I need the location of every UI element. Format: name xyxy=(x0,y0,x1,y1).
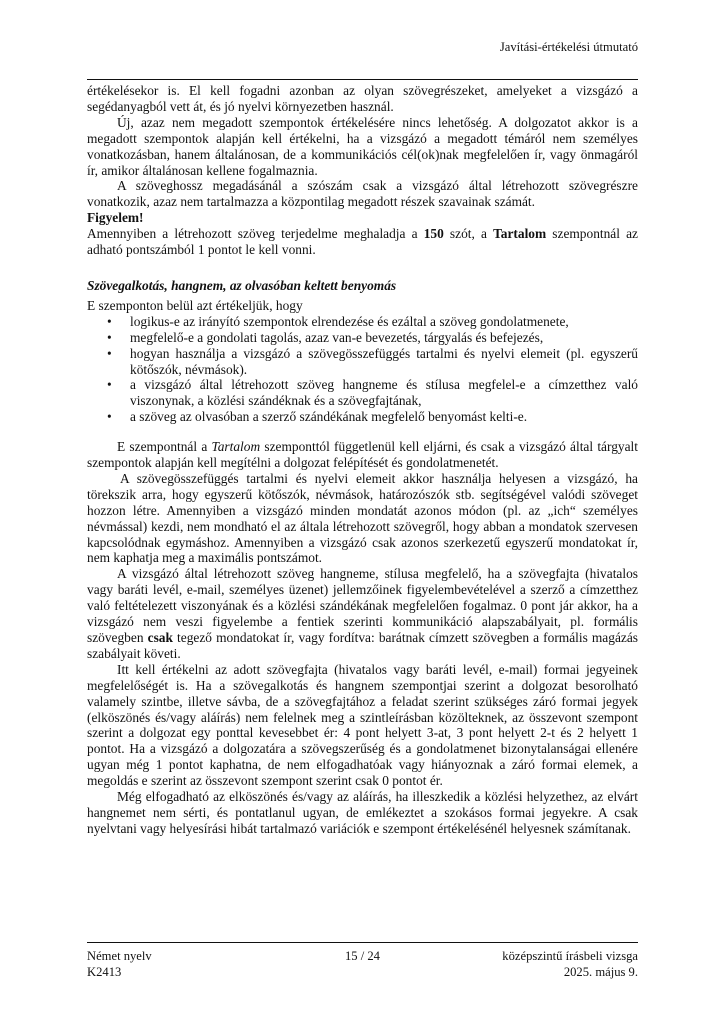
criterion-name: Tartalom xyxy=(211,439,261,455)
list-item: • hogyan használja a vizsgázó a szövegösszefüggés tartalmi és nyelvi elemeit (pl. egyszerű kötőszók, névmások). xyxy=(107,345,638,377)
bullet-icon: • xyxy=(107,313,112,329)
attention-heading: Figyelem! xyxy=(87,210,144,226)
bullet-icon: • xyxy=(107,329,112,345)
page-number: 15 / 24 xyxy=(345,949,380,963)
section-title: Szövegalkotás, hangnem, az olvasóban keltett benyomás xyxy=(87,277,397,293)
footer-exam-level: középszintű írásbeli vizsga xyxy=(502,949,638,963)
paragraph: Új, azaz nem megadott szempontok értékelésére nincs lehetőség. A dolgozatot akkor is a megadott szempontok alapján kell értékelni, ha a vizsgázó a megadott témáról nem személyes vonatkozásban, hanem általánosan, de a kommunikációs cél(ok)nak megfelelően ír, vagy önmagáról ír, amikor általánosan kellene fogalmaznia. xyxy=(87,114,638,178)
criterion-name: Tartalom xyxy=(493,226,547,242)
header-divider xyxy=(87,79,638,80)
page-content xyxy=(87,83,638,837)
word-limit: 150 xyxy=(423,226,444,242)
footer-subject: Német nyelv xyxy=(87,949,152,963)
paragraph: A vizsgázó által létrehozott szöveg hangneme, stílusa megfelelő, ha a szövegfajta (hivatalos vagy baráti levél, e-mail, személyes üzenet) jellemzőinek figyelembevételével a szerző a címzetthez való feltételezett viszonyának és a közlési szándékának megfelelően fogalmaz. 0 pont jár akkor, ha a vizsgázó nem veszi figyelembe a fentiek szerinti kommunikáció alapszabályait, pl. formális szövegben csak tegező mondatokat ír, vagy fordítva: barátnak címzett szövegben a formális magázás szabályait követi. xyxy=(87,566,638,661)
paragraph: Itt kell értékelni az adott szövegfajta (hivatalos vagy baráti levél, e-mail) formai jegyeinek megfelelőségét is. Ha a szövegalkotás és hangnem szempontjai szerint a dolgozat besorolható valamely szintbe, illetve sávba, de a szövegfajtához a feladat szerint szükséges záró formai jegyek (elköszönés és/vagy aláírás) nem felelnek meg a szintleírásban közölteknek, az összevont szempont szerint a dolgozat egy ponttal kevesebbet ér: 4 pont helyett 3-at, 3 pont helyett 2-t és 2 helyett 1 pontot. Ha a vizsgázó a dolgozatára a szövegszerűség és a gondolatmenet bizonytalanságai ellenére ugyan még 1 pontot kaphatna, de nem elfogadhatóak vagy hiányoznak a záró formai elemek, a megoldás e szerint az összevont szempont szerint csak 0 pontot ér. xyxy=(87,661,638,789)
paragraph: Amennyiben a létrehozott szöveg terjedelme meghaladja a 150 szót, a Tartalom szempontnál az adható pontszámból 1 pontot le kell vonni. xyxy=(87,226,639,258)
paragraph: értékelésekor is. El kell fogadni azonban az olyan szövegrészeket, amelyeket a vizsgázó a segédanyagból vett át, és jó nyelvi környezetben használ. xyxy=(87,83,638,114)
list-item: • a vizsgázó által létrehozott szöveg hangneme és stílusa megfelel-e a címzetthez való viszonynak, a közlési szándéknak és a szövegfajtának, xyxy=(107,377,638,409)
paragraph: E szempontnál a Tartalom szemponttól függetlenül kell eljárni, és csak a vizsgázó által tárgyalt szempontok alapján kell megítélni a dolgozat felépítését és gondolatmenetét. xyxy=(87,439,638,471)
list-intro: E szemponton belül azt értékeljük, hogy xyxy=(87,297,303,313)
bullet-icon: • xyxy=(107,377,112,393)
footer-code: K2413 xyxy=(87,965,122,979)
list-item: • logikus-e az irányító szempontok elrendezése és ezáltal a szöveg gondolatmenete, xyxy=(107,313,569,329)
paragraph: A szövegösszefüggés tartalmi és nyelvi elemeit akkor használja helyesen a vizsgázó, ha törekszik arra, hogy egyszerű kötőszók, névmások, határozószók stb. segítségével valódi szöveget hozzon létre. Amennyiben a vizsgázó minden mondatát azonos módon (pl. az „ich“ személyes névmással) kezdi, nem mondható el az általa létrehozott szövegről, hogy abban a mondatok szervesen kapcsolódnak egymáshoz. Amennyiben a vizsgázó csak azonos szerkezetű egyszerű mondatokat ír, nem kaphatja meg a maximális pontszámot. xyxy=(87,470,638,566)
footer-divider xyxy=(87,942,638,943)
page-footer xyxy=(87,948,638,980)
list-item: • megfelelő-e a gondolati tagolás, azaz van-e bevezetés, tárgyalás és befejezés, xyxy=(107,329,544,345)
footer-date: 2025. május 9. xyxy=(563,965,638,979)
paragraph: A szöveghossz megadásánál a szószám csak a vizsgázó által létrehozott szövegrészre vonatkozik, azaz nem tartalmazza a központilag megadott részek szavainak számát. xyxy=(87,178,638,210)
emphasis: csak xyxy=(147,630,173,645)
bullet-icon: • xyxy=(107,345,112,361)
list-item: • a szöveg az olvasóban a szerző szándékának megfelelő benyomást kelti-e. xyxy=(107,409,528,425)
criteria-list xyxy=(87,314,638,425)
running-header: Javítási-értékelési útmutató xyxy=(499,40,638,54)
paragraph: Még elfogadható az elköszönés és/vagy az aláírás, ha illeszkedik a közlési helyzethez, az elvárt hangnemet nem sérti, és pontatlanul ugyan, de emlékeztet a szokásos formai jegyekre. A csak nyelvtani vagy helyesírási hibát tartalmazó variációk e szempont értékelésénél helyesnek számítanak. xyxy=(87,789,638,836)
bullet-icon: • xyxy=(107,409,112,425)
